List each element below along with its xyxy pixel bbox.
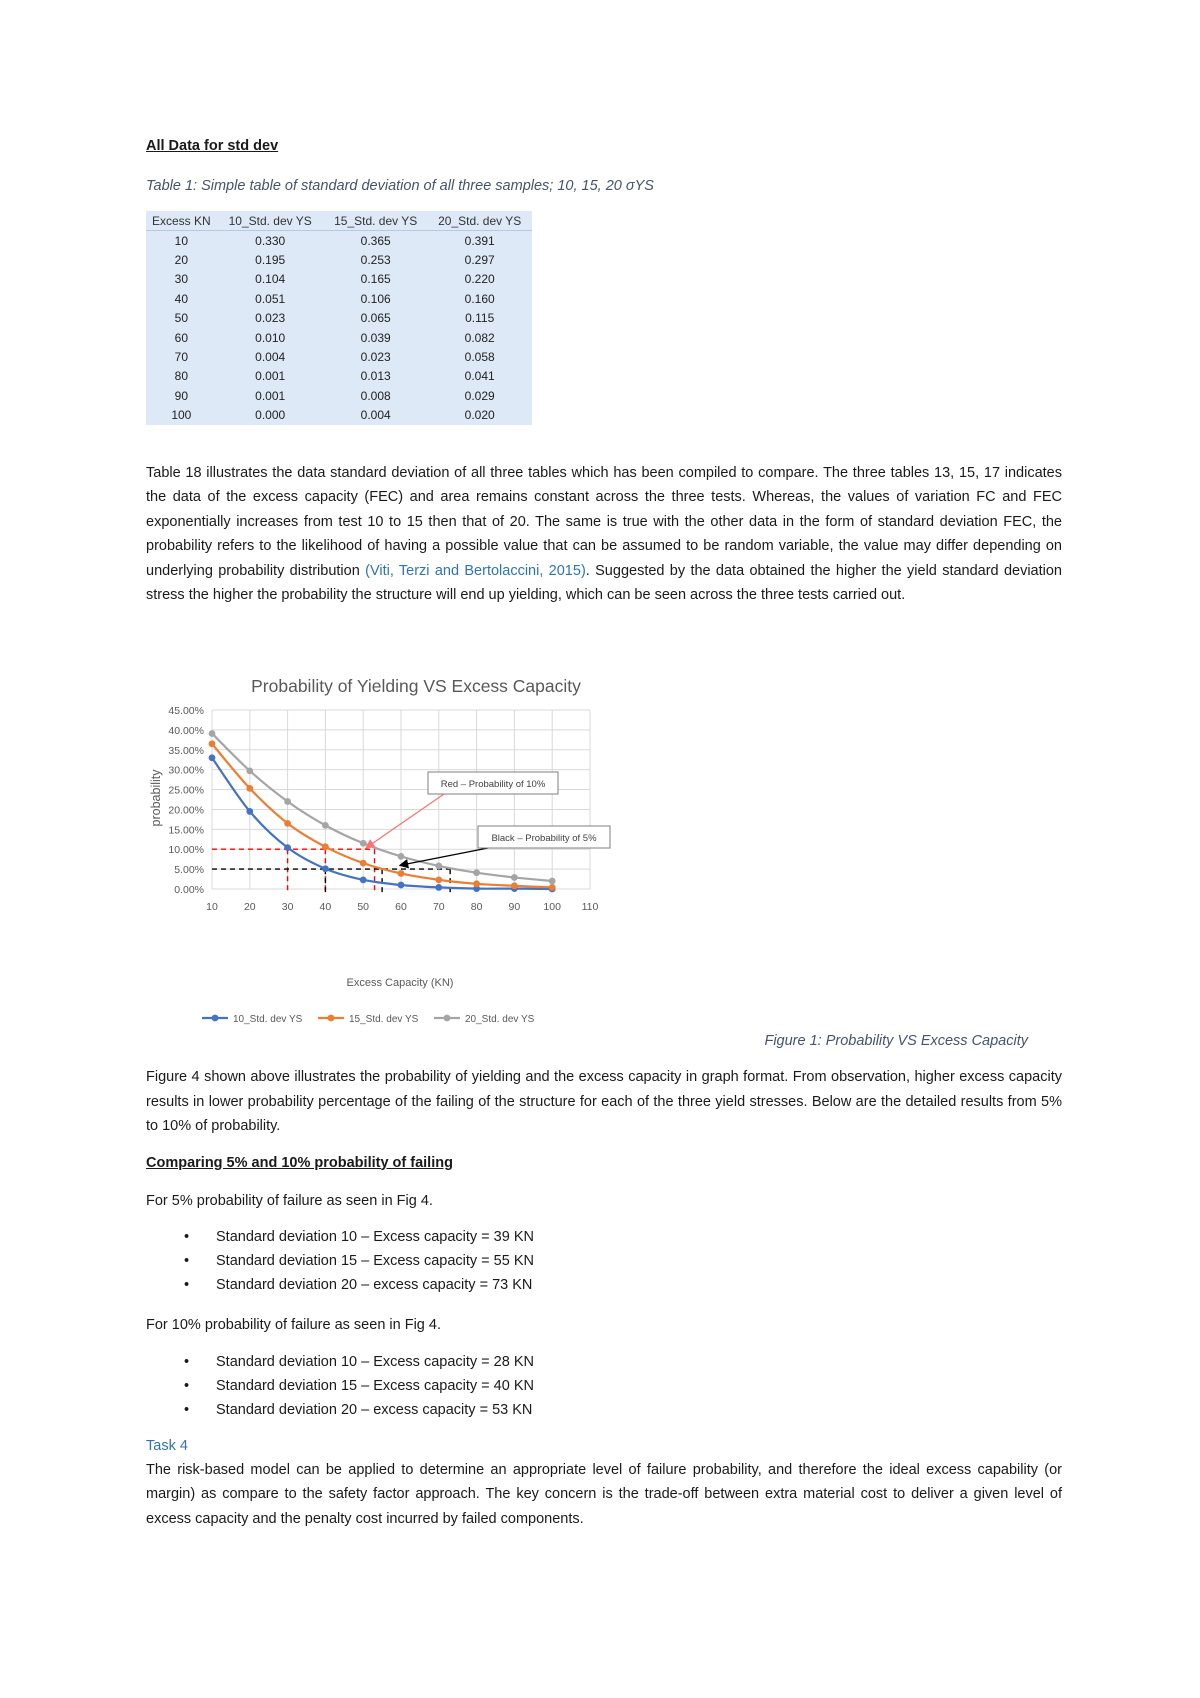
callout-label: Red – Probability of 10% xyxy=(440,779,546,790)
x-tick-label: 50 xyxy=(357,901,370,913)
y-tick-label: 20.00% xyxy=(168,804,204,817)
list-item: • Standard deviation 10 – Excess capacity = 39 KN xyxy=(216,1225,1062,1249)
legend-swatch-point xyxy=(212,1015,219,1022)
table-cell: 0.297 xyxy=(464,253,495,268)
chart-legend xyxy=(202,1014,535,1025)
x-tick-label: 20 xyxy=(243,901,256,913)
x-tick-label: 110 xyxy=(581,901,599,913)
table-row xyxy=(146,328,532,347)
series-point xyxy=(435,884,442,891)
y-axis-ticks xyxy=(168,705,204,896)
table-cell: 30 xyxy=(174,272,189,287)
probability-chart xyxy=(146,668,686,1038)
series-point xyxy=(209,754,216,761)
table-header-cell: 15_Std. dev YS xyxy=(324,211,428,231)
list-item: • Standard deviation 20 – excess capacity = 53 KN xyxy=(216,1398,1062,1422)
table-cell: 0.391 xyxy=(464,233,495,248)
chart-grid xyxy=(212,710,590,889)
list-item: • Standard deviation 20 – excess capacity = 73 KN xyxy=(216,1273,1062,1297)
table-cell: 0.020 xyxy=(464,408,495,423)
table-cell: 0.051 xyxy=(255,291,286,306)
table-cell: 90 xyxy=(174,388,189,403)
legend-label: 15_Std. dev YS xyxy=(349,1014,419,1025)
table-cell: 0.195 xyxy=(255,253,286,268)
series-point xyxy=(246,785,253,792)
table-header-cell: Excess KN xyxy=(146,211,217,231)
legend-swatch-point xyxy=(444,1015,451,1022)
list5-intro: For 5% probability of failure as seen in Fig 4. xyxy=(146,1192,433,1209)
y-tick-label: 15.00% xyxy=(168,824,204,837)
table-cell: 0.041 xyxy=(464,369,495,384)
x-axis-label: Excess Capacity (KN) xyxy=(346,977,454,989)
comparison-heading: Comparing 5% and 10% probability of failing xyxy=(146,1154,453,1171)
series-point xyxy=(284,820,291,827)
analysis-paragraph xyxy=(146,461,1062,608)
series-point xyxy=(398,853,405,860)
series-point xyxy=(209,740,216,747)
table-cell: 0.106 xyxy=(360,291,391,306)
table-cell: 0.115 xyxy=(465,311,495,326)
table-row xyxy=(146,231,532,251)
series-point xyxy=(360,876,367,883)
table-row xyxy=(146,309,532,328)
series-point xyxy=(435,863,442,870)
citation-link[interactable]: (Viti, Terzi and Bertolaccini, 2015) xyxy=(365,562,586,579)
paragraph-text: Table 18 illustrates the data standard deviation of all three tables which has been compiled to compare. The three tables 13, 15, 17 indicates the data of the excess capacity (FEC) and area remains constant across the three tests. Whereas, the values of variation FC and FEC exponentially increases from test 10 to 15 then that of 20. The same is true with the other data in the form of standard deviation FEC, the probability refers to the likelihood of having a possible value that can be assumed to be random variable, the value may differ depending on underlying probability distribution xyxy=(146,464,1062,579)
table-cell: 20 xyxy=(174,253,189,268)
table-row xyxy=(146,386,532,405)
task-heading: Task 4 xyxy=(146,1437,188,1454)
series-point xyxy=(398,882,405,889)
legend-label: 10_Std. dev YS xyxy=(233,1014,303,1025)
table-cell: 0.008 xyxy=(360,388,391,403)
table-cell: 60 xyxy=(174,330,189,345)
table-row xyxy=(146,347,532,366)
y-tick-label: 5.00% xyxy=(174,864,204,877)
chart-series xyxy=(209,730,556,892)
table-cell: 0.023 xyxy=(255,311,286,326)
table-cell: 0.058 xyxy=(464,350,495,365)
table-row xyxy=(146,250,532,269)
series-point xyxy=(209,730,216,737)
chart-container xyxy=(146,668,686,1038)
table-header-cell: 20_Std. dev YS xyxy=(428,211,532,231)
table-cell: 0.039 xyxy=(360,330,391,345)
table-cell: 0.082 xyxy=(464,330,495,345)
table-cell: 0.165 xyxy=(360,272,391,287)
table-row xyxy=(146,367,532,386)
x-tick-label: 100 xyxy=(543,901,561,913)
table-cell: 0.004 xyxy=(255,350,286,365)
series-point xyxy=(246,808,253,815)
table-cell: 40 xyxy=(174,291,189,306)
legend-swatch-point xyxy=(328,1015,335,1022)
series-point xyxy=(473,880,480,887)
figure-caption: Figure 1: Probability VS Excess Capacity xyxy=(764,1033,1028,1049)
list-item: • Standard deviation 15 – Excess capacity = 55 KN xyxy=(216,1249,1062,1273)
table-cell: 0.029 xyxy=(464,388,495,403)
y-axis-label: probability xyxy=(149,769,163,827)
table-cell: 0.004 xyxy=(360,408,391,423)
chart-title: Probability of Yielding VS Excess Capacity xyxy=(251,676,581,696)
table-row xyxy=(146,289,532,308)
callout-arrow xyxy=(401,848,488,865)
x-tick-label: 10 xyxy=(206,901,218,913)
y-tick-label: 0.00% xyxy=(174,884,204,896)
section-heading: All Data for std dev xyxy=(146,138,279,154)
table-cell: 10 xyxy=(174,233,189,248)
document-content xyxy=(146,138,1062,608)
y-tick-label: 45.00% xyxy=(168,705,204,717)
x-tick-label: 40 xyxy=(319,901,332,913)
legend-label: 20_Std. dev YS xyxy=(465,1014,535,1025)
callout-arrow xyxy=(367,794,444,847)
table-cell: 0.001 xyxy=(255,369,286,384)
y-tick-label: 40.00% xyxy=(168,724,204,737)
table-cell: 0.000 xyxy=(255,408,286,423)
table-cell: 0.065 xyxy=(360,311,391,326)
y-tick-label: 30.00% xyxy=(168,764,204,777)
series-point xyxy=(549,878,556,885)
x-axis-ticks xyxy=(206,901,598,913)
table-cell: 0.013 xyxy=(360,369,391,384)
table-cell: 0.160 xyxy=(464,291,495,306)
y-tick-label: 25.00% xyxy=(168,784,204,797)
series-point xyxy=(549,884,556,891)
table-row xyxy=(146,406,532,425)
paragraph-text-after: . Suggested by the data obtained the higher the yield standard deviation stress the higher the probability the structure will end up yielding, which can be seen across the three tests carried out. xyxy=(146,562,1062,604)
x-tick-label: 80 xyxy=(470,901,483,913)
table-cell: 50 xyxy=(174,311,189,326)
table-cell: 0.330 xyxy=(255,233,286,248)
x-tick-label: 70 xyxy=(432,901,445,913)
task-paragraph: The risk-based model can be applied to determine an appropriate level of failure probability, and therefore the ideal excess capability (or margin) as compare to the safety factor approach. The key concern is the trade-off between extra material cost to deliver a given level of excess capacity and the penalty cost incurred by failed components. xyxy=(146,1461,1062,1527)
table-cell: 70 xyxy=(174,350,189,365)
table-caption: Table 1: Simple table of standard deviation of all three samples; 10, 15, 20 σYS xyxy=(146,178,654,194)
std-dev-table xyxy=(146,211,532,425)
series-point xyxy=(322,843,329,850)
x-tick-label: 60 xyxy=(395,901,407,913)
series-point xyxy=(473,869,480,876)
series-point xyxy=(360,840,367,847)
table-header-cell: 10_Std. dev YS xyxy=(217,211,324,231)
y-tick-label: 35.00% xyxy=(168,744,204,757)
chart-callouts xyxy=(367,772,610,865)
table-cell: 0.365 xyxy=(360,233,391,248)
series-point xyxy=(284,844,291,851)
x-tick-label: 30 xyxy=(281,901,294,913)
series-point xyxy=(511,882,518,889)
series-line xyxy=(212,744,552,888)
list-10-percent xyxy=(146,1350,1062,1422)
table-cell: 0.023 xyxy=(360,350,391,365)
x-tick-label: 90 xyxy=(508,901,521,913)
series-point xyxy=(284,798,291,805)
series-point xyxy=(360,860,367,867)
table-cell: 0.253 xyxy=(360,253,391,268)
callout-label: Black – Probability of 5% xyxy=(491,833,597,844)
list-item: • Standard deviation 15 – Excess capacity = 40 KN xyxy=(216,1374,1062,1398)
table-cell: 0.010 xyxy=(255,330,286,345)
series-point xyxy=(322,822,329,829)
table-cell: 80 xyxy=(174,369,189,384)
table-header-row xyxy=(146,211,532,231)
series-point xyxy=(435,876,442,883)
table-cell: 0.001 xyxy=(255,388,286,403)
table-cell: 100 xyxy=(171,408,192,423)
list-5-percent xyxy=(146,1225,1062,1297)
series-point xyxy=(246,767,253,774)
series-line xyxy=(212,733,552,881)
figure-paragraph: Figure 4 shown above illustrates the probability of yielding and the excess capacity in graph format. From observation, higher excess capacity results in lower probability percentage of the failing of the structure for each of the three yield stresses. Below are the detailed results from 5% to 10% of probability. xyxy=(146,1069,1062,1134)
series-point xyxy=(322,865,329,872)
series-point xyxy=(398,870,405,877)
list10-intro: For 10% probability of failure as seen in Fig 4. xyxy=(146,1317,441,1333)
table-cell: 0.104 xyxy=(255,272,286,287)
table-row xyxy=(146,270,532,289)
document-content-lower xyxy=(146,1033,1062,1531)
series-point xyxy=(511,874,518,881)
list-item: • Standard deviation 10 – Excess capacity = 28 KN xyxy=(216,1350,1062,1374)
table-cell: 0.220 xyxy=(464,272,495,287)
y-tick-label: 10.00% xyxy=(168,844,204,857)
